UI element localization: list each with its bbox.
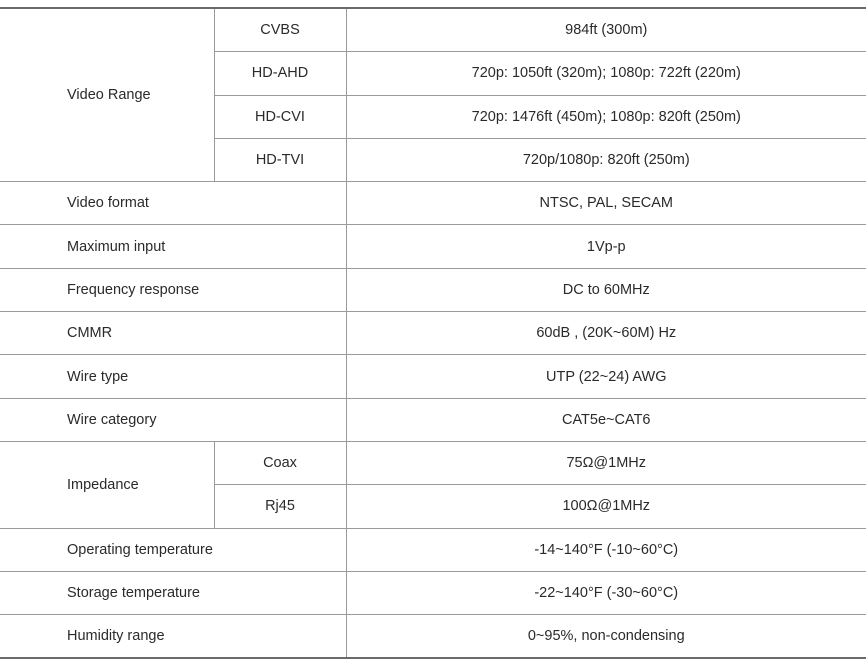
row-sublabel: HD-CVI [214,95,346,138]
table-row [0,8,866,52]
row-label: Wire type [0,355,346,398]
row-value: 984ft (300m) [346,8,866,52]
spec-table [0,7,866,659]
row-value: CAT5e~CAT6 [346,398,866,441]
row-label: Maximum input [0,225,346,268]
row-label: Video Range [0,8,214,182]
table-row [0,182,866,225]
table-row [0,615,866,659]
table-row [0,441,866,484]
row-label: Video format [0,182,346,225]
row-value: 720p/1080p: 820ft (250m) [346,138,866,181]
row-value: 100Ω@1MHz [346,485,866,528]
row-sublabel: Coax [214,441,346,484]
row-value: -22~140°F (-30~60°C) [346,571,866,614]
row-value: -14~140°F (-10~60°C) [346,528,866,571]
row-value: 0~95%, non-condensing [346,615,866,659]
row-label: Storage temperature [0,571,346,614]
row-value: 720p: 1476ft (450m); 1080p: 820ft (250m) [346,95,866,138]
row-value: UTP (22~24) AWG [346,355,866,398]
row-label: Humidity range [0,615,346,659]
table-row [0,398,866,441]
row-value: 60dB , (20K~60M) Hz [346,312,866,355]
table-row [0,225,866,268]
row-label: Operating temperature [0,528,346,571]
row-label: CMMR [0,312,346,355]
row-value: 75Ω@1MHz [346,441,866,484]
row-value: DC to 60MHz [346,268,866,311]
row-sublabel: HD-TVI [214,138,346,181]
table-row [0,355,866,398]
row-value: NTSC, PAL, SECAM [346,182,866,225]
table-row [0,571,866,614]
table-row [0,312,866,355]
row-sublabel: HD-AHD [214,52,346,95]
row-value: 720p: 1050ft (320m); 1080p: 722ft (220m) [346,52,866,95]
row-value: 1Vp-p [346,225,866,268]
row-label: Impedance [0,441,214,528]
table-row [0,528,866,571]
row-sublabel: CVBS [214,8,346,52]
row-label: Frequency response [0,268,346,311]
table-row [0,268,866,311]
row-label: Wire category [0,398,346,441]
row-sublabel: Rj45 [214,485,346,528]
